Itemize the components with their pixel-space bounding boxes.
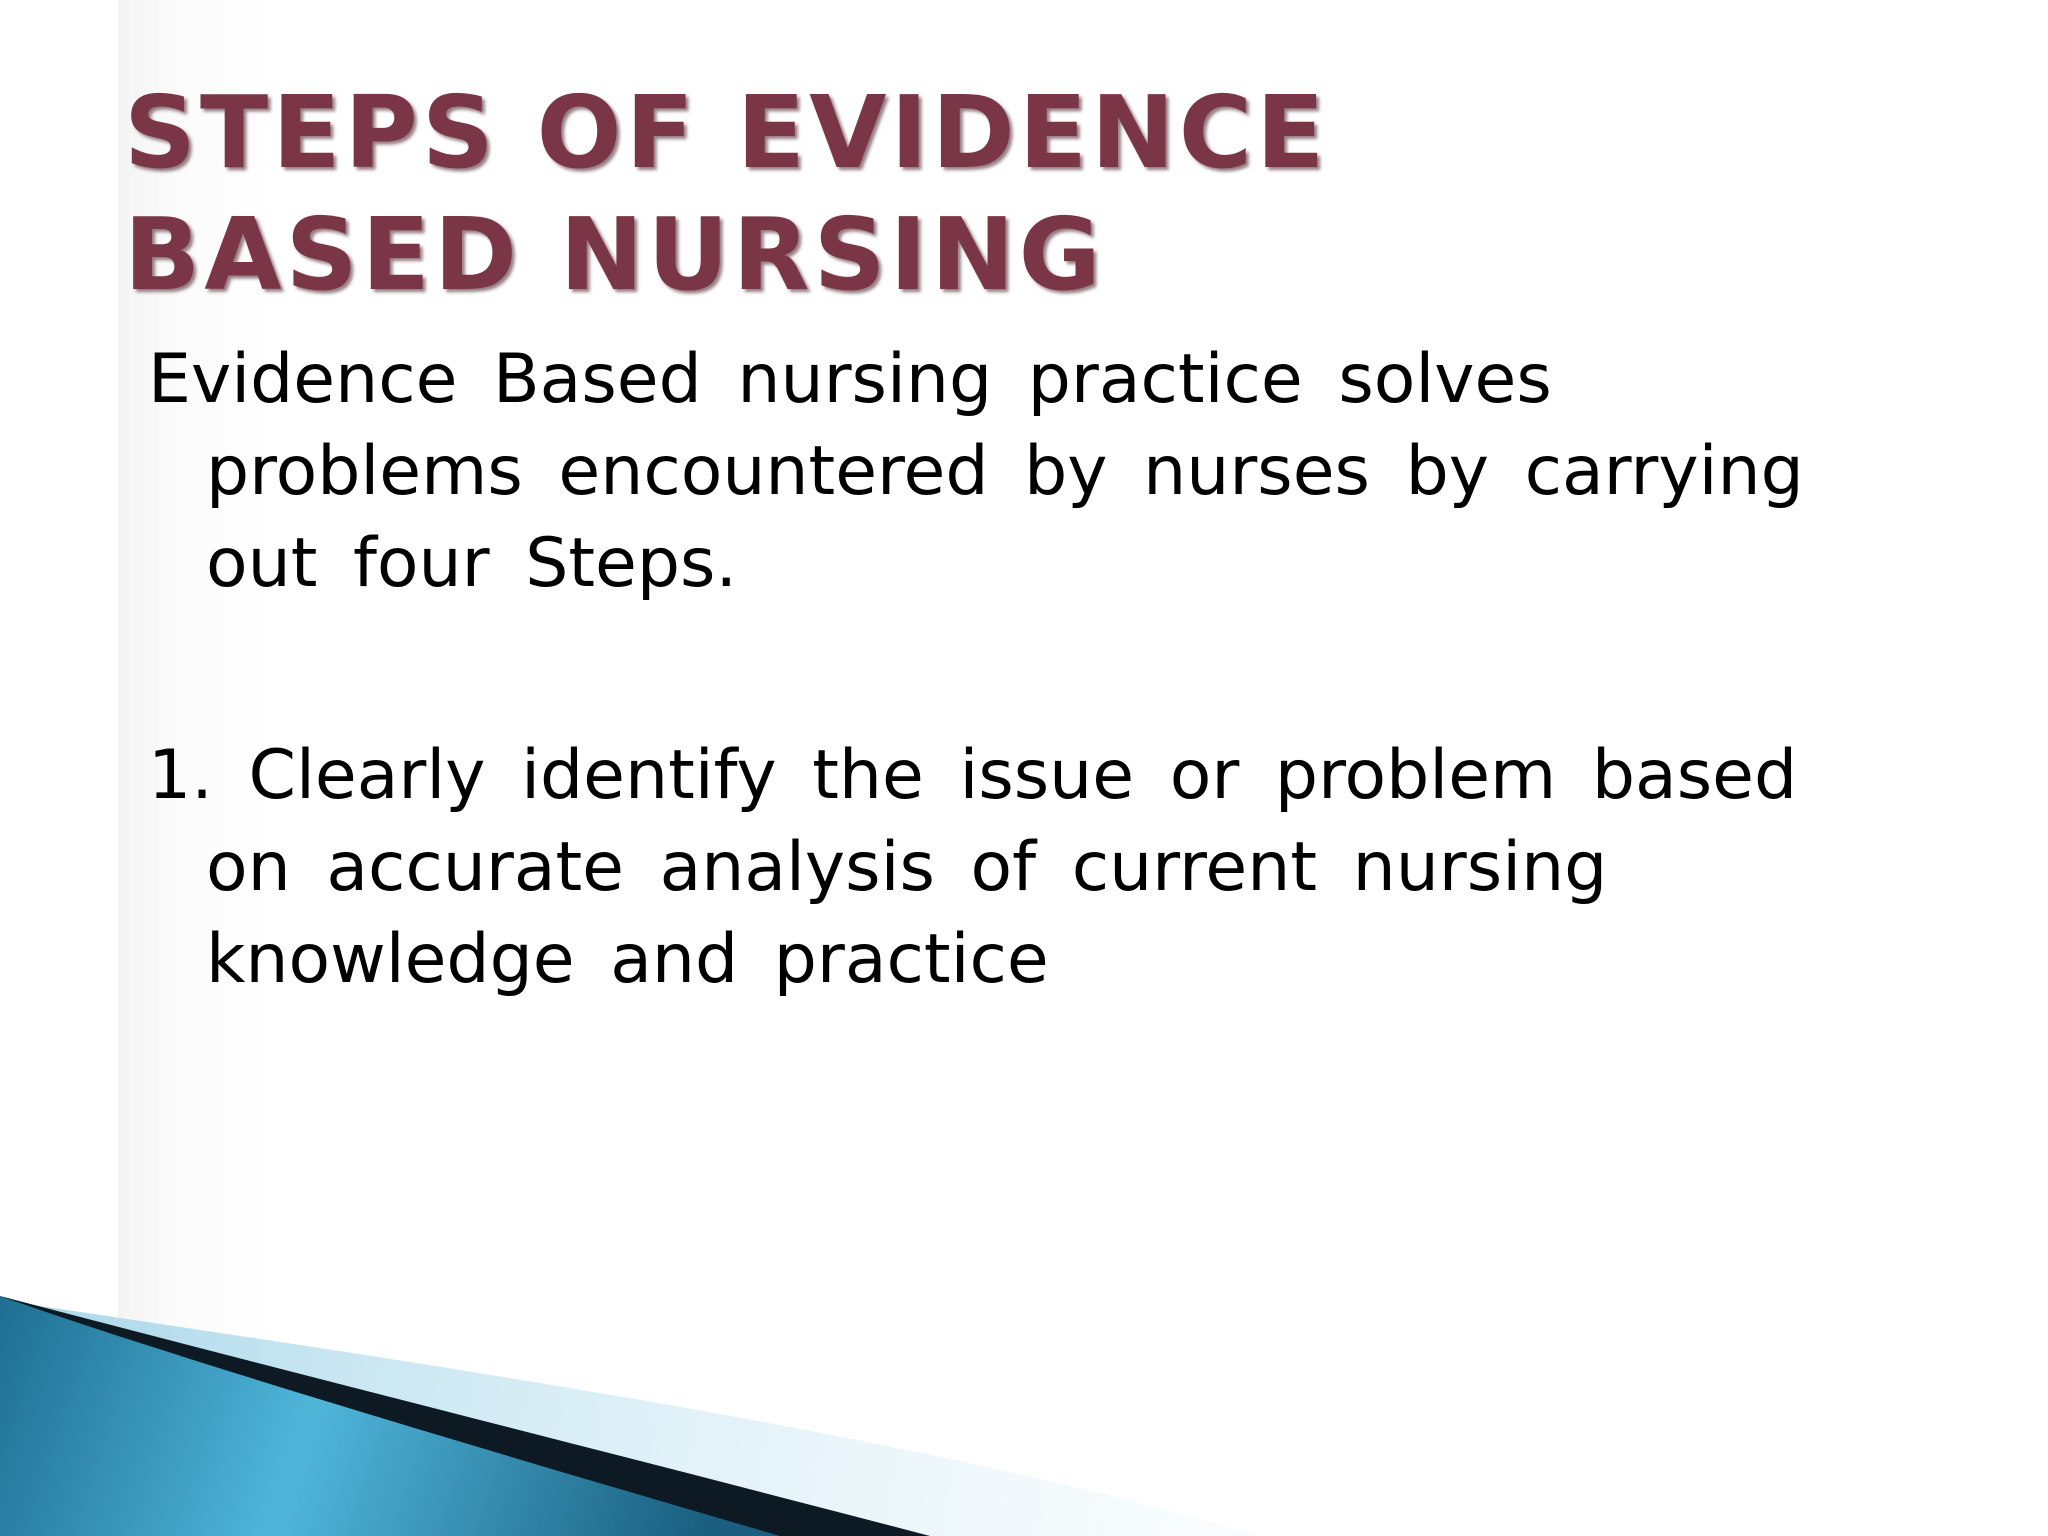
slide-title: STEPS OF EVIDENCE BASED NURSING	[124, 74, 1329, 313]
intro-paragraph: Evidence Based nursing practice solves problems encountered by nurses by carrying out four Steps.	[148, 340, 1804, 603]
step-1-paragraph: 1. Clearly identify the issue or problem based on accurate analysis of current nursing knowledge and practice	[148, 736, 1798, 999]
